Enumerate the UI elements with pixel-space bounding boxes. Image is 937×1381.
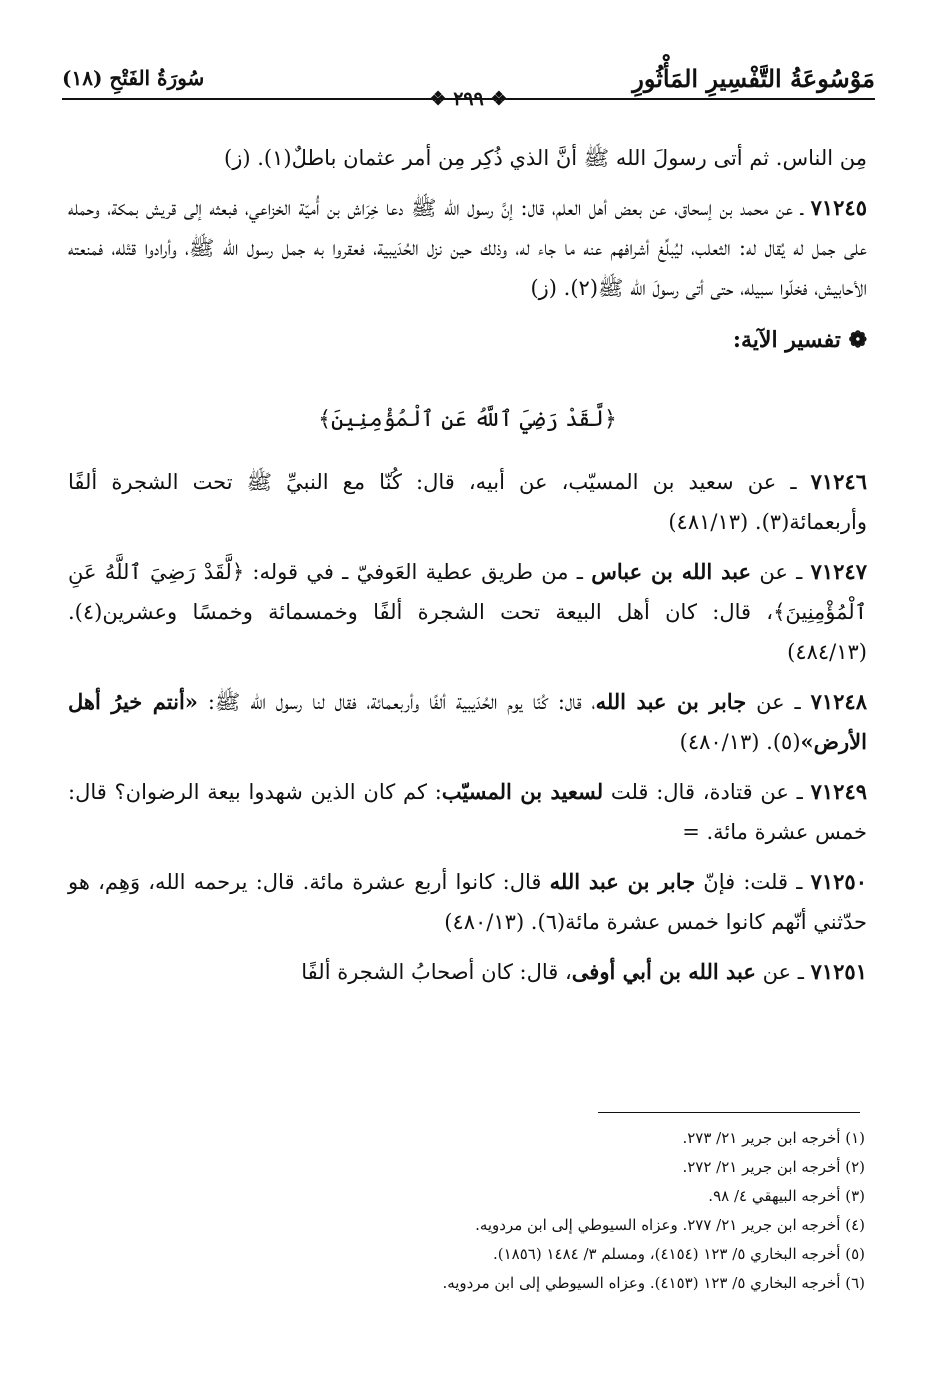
ayah-quote: ﴿لَّقَدْ رَضِيَ ٱللَّهُ عَنِ ٱلْمُؤْمِنِينَ﴾ [318, 407, 617, 432]
narration-71249 [68, 772, 867, 852]
narration-number: ٧١٢٤٧ [810, 559, 867, 584]
narrator-name: جابر بن عبد الله [549, 869, 696, 894]
narrator-name: لسعيد بن المسيّب [441, 779, 604, 804]
narration-text: ـ عن [751, 560, 811, 584]
narration-71250 [68, 862, 867, 942]
surah-title: سُورَةُ الفَتْحِ (١٨) [62, 66, 205, 90]
narration-text: ـ عن سعيد بن المسيّب، عن أبيه، قال: كُنّا مع النبيِّ ﷺ تحت الشجرة ألفًا وأربعمائة(٣). (٤٨١/١٣) [68, 470, 867, 534]
narration-text: ـ عن [746, 690, 811, 714]
hadith-quote: «أنتم خيرُ أهل الأرض» [68, 689, 867, 754]
page-header [62, 60, 875, 110]
narration-number: ٧١٢٤٦ [810, 469, 867, 494]
narration-text: ـ عن محمد بن إسحاق، عن بعض أهل العلم، قال: إنَّ رسول الله ﷺ دعا خِرَاش بن أُميّة الخزاعي، فبعثه إلى قريش بمكة، وحمله على جمل له يُقال له: الثعلب، ليُبلِّغ أشرافهم عنه ما جاء له، وذلك حين نزل الحُدَيبية، فعقروا به جمل رسول الله ﷺ، وأرادوا قتْله، فمنعته الأحابيش، فخلّوا سبيله، حتى أتى رسولَ الله ﷺ(٢). (ز) [68, 196, 867, 300]
narration-text: قال: كانوا أربع عشرة مائة. قال: يرحمه الله، وَهِم، هو حدّثني أنّهم كانوا خمس عشرة مائة(٦). (٤٨٠/١٣) [68, 870, 867, 934]
narration-text: ـ من طريق عطية العَوفيّ ـ في قوله: ﴿لَّقَدْ رَضِيَ ٱللَّهُ عَنِ ٱلْمُؤْمِنِينَ﴾، قال: كان أهل البيعة تحت الشجرة ألفًا وخمسمائة وخمسًا وعشرين(٤). (٤٨٤/١٣) [68, 560, 867, 664]
section-heading: ❁ تفسير الآية: [732, 327, 867, 353]
footnotes [70, 1124, 865, 1298]
footnote: (٢) أخرجه ابن جرير ٢١/ ٢٧٢. [682, 1158, 865, 1176]
narration-71251 [68, 952, 867, 992]
paragraph-continuation: مِن الناس. ثم أتى رسولَ الله ﷺ أنَّ الذي ذُكِر مِن أمر عثمان باطلٌ(١). (ز) [224, 146, 867, 170]
narration-number: ٧١٢٤٩ [810, 779, 868, 804]
header-divider [62, 98, 875, 100]
narration-text: ـ قلت: فإنّ [695, 870, 811, 894]
narration-text: ـ عن [755, 960, 811, 984]
narration-text: : كم كان الذين شهدوا بيعة الرضوان؟ قال: خمس عشرة مائة. = [68, 780, 867, 844]
narration-text: ، قال: كُنّا يوم الحُدَيبية ألفًا وأربعمائة، فقال لنا رسول الله ﷺ: [197, 690, 596, 714]
narrator-name: جابر بن عبد الله [595, 689, 747, 714]
narrator-name: عبد الله بن عباس [591, 559, 752, 584]
main-text [68, 138, 867, 1002]
narration-71245 [68, 188, 867, 308]
narration-number: ٧١٢٥١ [810, 959, 867, 984]
footnote: (٦) أخرجه البخاري ٥/ ١٢٣ (٤١٥٣). وعزاه السيوطي إلى ابن مردويه. [442, 1274, 865, 1292]
narration-71248 [68, 682, 867, 762]
footnote-divider [598, 1112, 860, 1113]
footnote: (٥) أخرجه البخاري ٥/ ١٢٣ (٤١٥٤)، ومسلم ٣/ ١٤٨٤ (١٨٥٦). [493, 1245, 865, 1263]
footnote: (٣) أخرجه البيهقي ٤/ ٩٨. [708, 1187, 865, 1205]
narration-text: (٥). (٤٨٠/١٣) [679, 730, 801, 754]
footnote: (٤) أخرجه ابن جرير ٢١/ ٢٧٧. وعزاه السيوطي إلى ابن مردويه. [475, 1216, 865, 1234]
narration-71247 [68, 552, 867, 672]
narration-number: ٧١٢٤٥ [810, 195, 867, 220]
footnote: (١) أخرجه ابن جرير ٢١/ ٢٧٣. [682, 1129, 865, 1147]
narration-number: ٧١٢٤٨ [810, 689, 867, 714]
narration-text: ، قال: كان أصحابُ الشجرة ألفًا [301, 960, 572, 984]
narrator-name: عبد الله بن أبي أوفى [571, 959, 756, 984]
narration-text: ـ عن قتادة، قال: قلت [603, 780, 811, 804]
narration-number: ٧١٢٥٠ [810, 869, 867, 894]
narration-71246 [68, 462, 867, 542]
book-title: مَوْسُوعَةُ التَّفْسِيرِ المَأْثُورِ [632, 64, 875, 93]
page-number: ❖ ٢٩٩ ❖ [429, 88, 508, 110]
